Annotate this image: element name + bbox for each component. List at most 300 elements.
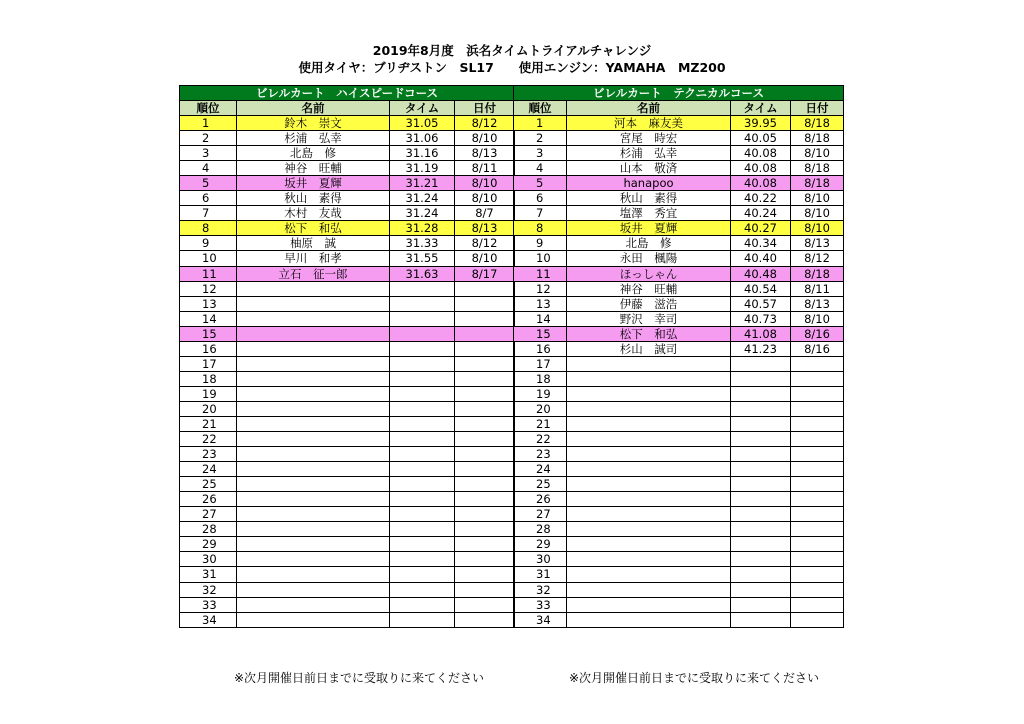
column-header-time: タイム <box>731 101 791 116</box>
table-row <box>514 597 844 612</box>
table-row <box>514 131 844 146</box>
course-title: ビレルカート テクニカルコース <box>514 86 844 101</box>
date-cell <box>791 477 844 492</box>
time-cell <box>731 477 791 492</box>
time-cell: 31.63 <box>390 266 455 281</box>
date-cell <box>455 432 515 447</box>
name-cell <box>237 326 390 341</box>
name-cell <box>567 597 731 612</box>
date-cell <box>791 432 844 447</box>
date-cell: 8/13 <box>791 296 844 311</box>
time-cell <box>390 386 455 401</box>
name-cell <box>567 552 731 567</box>
date-cell <box>455 401 515 416</box>
rank-cell: 7 <box>514 206 567 221</box>
time-cell: 40.73 <box>731 311 791 326</box>
time-cell: 40.08 <box>731 176 791 191</box>
name-cell <box>567 356 731 371</box>
name-cell: 松下 和弘 <box>567 326 731 341</box>
time-cell: 40.05 <box>731 131 791 146</box>
rank-cell: 32 <box>180 582 237 597</box>
time-cell <box>731 416 791 431</box>
table-row <box>514 191 844 206</box>
table-row <box>180 161 515 176</box>
name-cell: 木村 友哉 <box>237 206 390 221</box>
rank-cell: 8 <box>514 221 567 236</box>
column-header-name: 名前 <box>567 101 731 116</box>
name-cell: 山本 敬済 <box>567 161 731 176</box>
rank-cell: 13 <box>180 296 237 311</box>
name-cell <box>567 416 731 431</box>
name-cell: 塩澤 秀宜 <box>567 206 731 221</box>
rank-cell: 26 <box>514 492 567 507</box>
table-row <box>180 597 515 612</box>
name-cell <box>237 552 390 567</box>
rank-cell: 15 <box>514 326 567 341</box>
name-cell: 河本 麻友美 <box>567 116 731 131</box>
table-row <box>180 206 515 221</box>
date-cell <box>455 371 515 386</box>
time-cell <box>731 492 791 507</box>
table-row <box>514 477 844 492</box>
date-cell: 8/10 <box>791 221 844 236</box>
date-cell <box>791 507 844 522</box>
time-cell: 40.40 <box>731 251 791 266</box>
table-row <box>514 537 844 552</box>
time-cell: 31.05 <box>390 116 455 131</box>
time-cell: 31.24 <box>390 206 455 221</box>
name-cell <box>237 356 390 371</box>
date-cell <box>455 492 515 507</box>
time-cell: 40.08 <box>731 161 791 176</box>
time-cell: 40.08 <box>731 146 791 161</box>
name-cell: 杉浦 弘幸 <box>567 146 731 161</box>
name-cell: 坂井 夏輝 <box>567 221 731 236</box>
time-cell <box>731 462 791 477</box>
date-cell <box>791 522 844 537</box>
table-row <box>514 356 844 371</box>
rank-cell: 9 <box>514 236 567 251</box>
rank-cell: 6 <box>180 191 237 206</box>
date-cell: 8/18 <box>791 131 844 146</box>
name-cell <box>567 507 731 522</box>
date-cell <box>791 612 844 627</box>
name-cell <box>567 567 731 582</box>
date-cell: 8/13 <box>791 236 844 251</box>
rank-cell: 5 <box>180 176 237 191</box>
table-row <box>180 386 515 401</box>
time-cell: 41.23 <box>731 341 791 356</box>
time-cell: 31.06 <box>390 131 455 146</box>
table-row <box>514 401 844 416</box>
table-row <box>514 251 844 266</box>
time-cell <box>731 612 791 627</box>
time-cell <box>390 552 455 567</box>
table-row <box>514 386 844 401</box>
table-row <box>180 432 515 447</box>
rank-cell: 33 <box>514 597 567 612</box>
table-row <box>180 477 515 492</box>
rank-cell: 8 <box>180 221 237 236</box>
rank-cell: 12 <box>180 281 237 296</box>
date-cell <box>455 386 515 401</box>
column-header-rank: 順位 <box>514 101 567 116</box>
date-cell <box>791 597 844 612</box>
table-row <box>514 612 844 627</box>
rank-cell: 21 <box>180 416 237 431</box>
name-cell <box>237 401 390 416</box>
time-cell <box>731 507 791 522</box>
rank-cell: 13 <box>514 296 567 311</box>
date-cell: 8/10 <box>455 131 515 146</box>
name-cell <box>567 462 731 477</box>
table-row <box>514 176 844 191</box>
rank-cell: 24 <box>514 462 567 477</box>
rank-cell: 4 <box>180 161 237 176</box>
name-cell <box>237 567 390 582</box>
name-cell <box>237 281 390 296</box>
time-cell: 40.34 <box>731 236 791 251</box>
time-cell: 40.57 <box>731 296 791 311</box>
time-cell: 31.19 <box>390 161 455 176</box>
name-cell <box>237 597 390 612</box>
rank-cell: 23 <box>514 447 567 462</box>
time-cell: 41.08 <box>731 326 791 341</box>
table-row <box>514 522 844 537</box>
time-cell <box>731 371 791 386</box>
name-cell <box>567 477 731 492</box>
date-cell <box>791 582 844 597</box>
name-cell: 杉浦 弘幸 <box>237 131 390 146</box>
table-row <box>514 432 844 447</box>
table-row <box>514 371 844 386</box>
table-row <box>180 612 515 627</box>
table-row <box>514 281 844 296</box>
date-cell <box>455 567 515 582</box>
table-row <box>514 507 844 522</box>
time-cell <box>390 401 455 416</box>
name-cell: 永田 楓陽 <box>567 251 731 266</box>
date-cell <box>455 477 515 492</box>
rank-cell: 26 <box>180 492 237 507</box>
time-cell: 40.54 <box>731 281 791 296</box>
rank-cell: 11 <box>180 266 237 281</box>
time-cell <box>731 432 791 447</box>
rank-cell: 34 <box>514 612 567 627</box>
column-header-time: タイム <box>390 101 455 116</box>
time-cell <box>390 356 455 371</box>
rank-cell: 5 <box>514 176 567 191</box>
column-header-name: 名前 <box>237 101 390 116</box>
rank-cell: 20 <box>514 401 567 416</box>
table-row <box>180 371 515 386</box>
date-cell <box>455 356 515 371</box>
date-cell <box>455 537 515 552</box>
date-cell <box>455 311 515 326</box>
rank-cell: 2 <box>180 131 237 146</box>
table-row <box>180 176 515 191</box>
date-cell <box>455 326 515 341</box>
rank-cell: 27 <box>180 507 237 522</box>
table-row <box>514 206 844 221</box>
date-cell: 8/12 <box>455 116 515 131</box>
time-cell: 31.55 <box>390 251 455 266</box>
date-cell: 8/10 <box>791 191 844 206</box>
date-cell: 8/11 <box>455 161 515 176</box>
name-cell <box>237 371 390 386</box>
name-cell <box>237 462 390 477</box>
time-cell <box>390 432 455 447</box>
time-cell <box>390 416 455 431</box>
table-row <box>514 416 844 431</box>
table-row <box>180 462 515 477</box>
page-title: 2019年8月度 浜名タイムトライアルチャレンジ <box>372 43 652 58</box>
name-cell: 早川 和孝 <box>237 251 390 266</box>
rank-cell: 1 <box>180 116 237 131</box>
name-cell: 宮尾 時宏 <box>567 131 731 146</box>
date-cell: 8/18 <box>791 161 844 176</box>
time-cell <box>390 326 455 341</box>
date-cell: 8/7 <box>455 206 515 221</box>
table-row <box>180 221 515 236</box>
rank-cell: 32 <box>514 582 567 597</box>
time-cell: 40.24 <box>731 206 791 221</box>
ranking-table-technical <box>513 85 844 628</box>
name-cell <box>567 432 731 447</box>
table-row <box>180 191 515 206</box>
table-row <box>180 416 515 431</box>
name-cell: ほっしゃん <box>567 266 731 281</box>
table-row <box>180 447 515 462</box>
table-row <box>514 146 844 161</box>
rank-cell: 20 <box>180 401 237 416</box>
date-cell <box>791 371 844 386</box>
table-row <box>514 221 844 236</box>
time-cell: 31.33 <box>390 236 455 251</box>
table-row <box>180 131 515 146</box>
table-row <box>180 236 515 251</box>
date-cell: 8/17 <box>455 266 515 281</box>
rank-cell: 28 <box>514 522 567 537</box>
time-cell <box>390 296 455 311</box>
name-cell: 野沢 幸司 <box>567 311 731 326</box>
table-row <box>514 567 844 582</box>
time-cell <box>731 447 791 462</box>
name-cell <box>567 401 731 416</box>
page-subtitle: 使用タイヤ：ブリヂストン SL17 使用エンジン：YAMAHA MZ200 <box>298 60 726 75</box>
date-cell <box>455 612 515 627</box>
date-cell <box>455 447 515 462</box>
time-cell <box>731 356 791 371</box>
date-cell: 8/10 <box>791 206 844 221</box>
time-cell <box>390 447 455 462</box>
time-cell <box>731 567 791 582</box>
name-cell <box>567 522 731 537</box>
rank-cell: 29 <box>514 537 567 552</box>
table-row <box>514 341 844 356</box>
date-cell: 8/18 <box>791 266 844 281</box>
time-cell <box>390 537 455 552</box>
table-row <box>180 567 515 582</box>
name-cell <box>567 386 731 401</box>
ranking-table-high-speed <box>179 85 515 628</box>
rank-cell: 30 <box>514 552 567 567</box>
date-cell <box>455 296 515 311</box>
table-row <box>180 281 515 296</box>
table-row <box>180 116 515 131</box>
name-cell: 秋山 素得 <box>567 191 731 206</box>
date-cell <box>791 567 844 582</box>
time-cell <box>731 386 791 401</box>
rank-cell: 14 <box>180 311 237 326</box>
rank-cell: 18 <box>514 371 567 386</box>
name-cell: 杉山 誠司 <box>567 341 731 356</box>
time-cell <box>390 311 455 326</box>
rank-cell: 17 <box>180 356 237 371</box>
name-cell <box>237 416 390 431</box>
time-cell: 40.48 <box>731 266 791 281</box>
time-cell: 39.95 <box>731 116 791 131</box>
rank-cell: 24 <box>180 462 237 477</box>
date-cell <box>455 552 515 567</box>
table-row <box>180 311 515 326</box>
table-row <box>180 507 515 522</box>
table-row <box>180 552 515 567</box>
rank-cell: 25 <box>180 477 237 492</box>
date-cell <box>791 492 844 507</box>
rank-cell: 18 <box>180 371 237 386</box>
date-cell <box>455 462 515 477</box>
pickup-note: ※次月開催日前日までに受取りに来てください <box>569 671 820 685</box>
table-row <box>514 447 844 462</box>
time-cell <box>390 371 455 386</box>
name-cell <box>237 447 390 462</box>
name-cell: 松下 和弘 <box>237 221 390 236</box>
time-cell: 31.21 <box>390 176 455 191</box>
date-cell: 8/18 <box>791 176 844 191</box>
rank-cell: 31 <box>514 567 567 582</box>
date-cell: 8/16 <box>791 326 844 341</box>
table-row <box>514 311 844 326</box>
time-cell <box>731 597 791 612</box>
time-cell: 31.16 <box>390 146 455 161</box>
rank-cell: 4 <box>514 161 567 176</box>
time-cell <box>390 492 455 507</box>
rank-cell: 10 <box>180 251 237 266</box>
name-cell <box>237 612 390 627</box>
table-row <box>514 582 844 597</box>
name-cell: 北島 修 <box>567 236 731 251</box>
name-cell <box>237 477 390 492</box>
name-cell <box>237 507 390 522</box>
rank-cell: 31 <box>180 567 237 582</box>
rank-cell: 19 <box>180 386 237 401</box>
name-cell: 神谷 旺輔 <box>567 281 731 296</box>
rank-cell: 30 <box>180 552 237 567</box>
time-cell <box>390 507 455 522</box>
table-row <box>180 341 515 356</box>
date-cell <box>455 507 515 522</box>
rank-cell: 6 <box>514 191 567 206</box>
date-cell <box>791 462 844 477</box>
rank-cell: 7 <box>180 206 237 221</box>
name-cell <box>237 311 390 326</box>
date-cell: 8/10 <box>791 146 844 161</box>
name-cell: 坂井 夏輝 <box>237 176 390 191</box>
date-cell <box>455 597 515 612</box>
time-cell <box>390 281 455 296</box>
name-cell <box>237 296 390 311</box>
date-cell <box>455 416 515 431</box>
time-cell <box>731 552 791 567</box>
date-cell: 8/11 <box>791 281 844 296</box>
time-cell: 40.27 <box>731 221 791 236</box>
time-cell <box>390 462 455 477</box>
table-row <box>180 266 515 281</box>
name-cell: 秋山 素得 <box>237 191 390 206</box>
name-cell <box>237 522 390 537</box>
rank-cell: 16 <box>514 341 567 356</box>
table-row <box>180 492 515 507</box>
rank-cell: 22 <box>180 432 237 447</box>
table-row <box>514 492 844 507</box>
name-cell <box>567 582 731 597</box>
date-cell <box>455 281 515 296</box>
rank-cell: 17 <box>514 356 567 371</box>
table-row <box>180 326 515 341</box>
name-cell: 立石 征一郎 <box>237 266 390 281</box>
rank-cell: 27 <box>514 507 567 522</box>
date-cell: 8/10 <box>791 311 844 326</box>
rank-cell: 28 <box>180 522 237 537</box>
table-row <box>514 266 844 281</box>
time-cell <box>731 582 791 597</box>
date-cell <box>791 386 844 401</box>
rank-cell: 25 <box>514 477 567 492</box>
time-cell <box>731 522 791 537</box>
time-cell: 40.22 <box>731 191 791 206</box>
table-row <box>514 236 844 251</box>
name-cell <box>567 447 731 462</box>
column-header-date: 日付 <box>455 101 515 116</box>
date-cell <box>791 401 844 416</box>
name-cell <box>237 537 390 552</box>
time-cell <box>390 582 455 597</box>
name-cell <box>237 492 390 507</box>
date-cell <box>455 582 515 597</box>
date-cell: 8/12 <box>791 251 844 266</box>
time-cell <box>731 537 791 552</box>
date-cell <box>791 537 844 552</box>
name-cell <box>237 582 390 597</box>
table-row <box>514 462 844 477</box>
name-cell <box>567 537 731 552</box>
rank-cell: 2 <box>514 131 567 146</box>
rank-cell: 3 <box>180 146 237 161</box>
time-cell <box>731 401 791 416</box>
name-cell <box>237 386 390 401</box>
rank-cell: 34 <box>180 612 237 627</box>
table-row <box>514 326 844 341</box>
pickup-note: ※次月開催日前日までに受取りに来てください <box>234 671 485 685</box>
name-cell: 伊藤 滋浩 <box>567 296 731 311</box>
date-cell: 8/10 <box>455 191 515 206</box>
rank-cell: 11 <box>514 266 567 281</box>
rank-cell: 1 <box>514 116 567 131</box>
time-cell <box>390 597 455 612</box>
date-cell: 8/10 <box>455 176 515 191</box>
date-cell: 8/12 <box>455 236 515 251</box>
